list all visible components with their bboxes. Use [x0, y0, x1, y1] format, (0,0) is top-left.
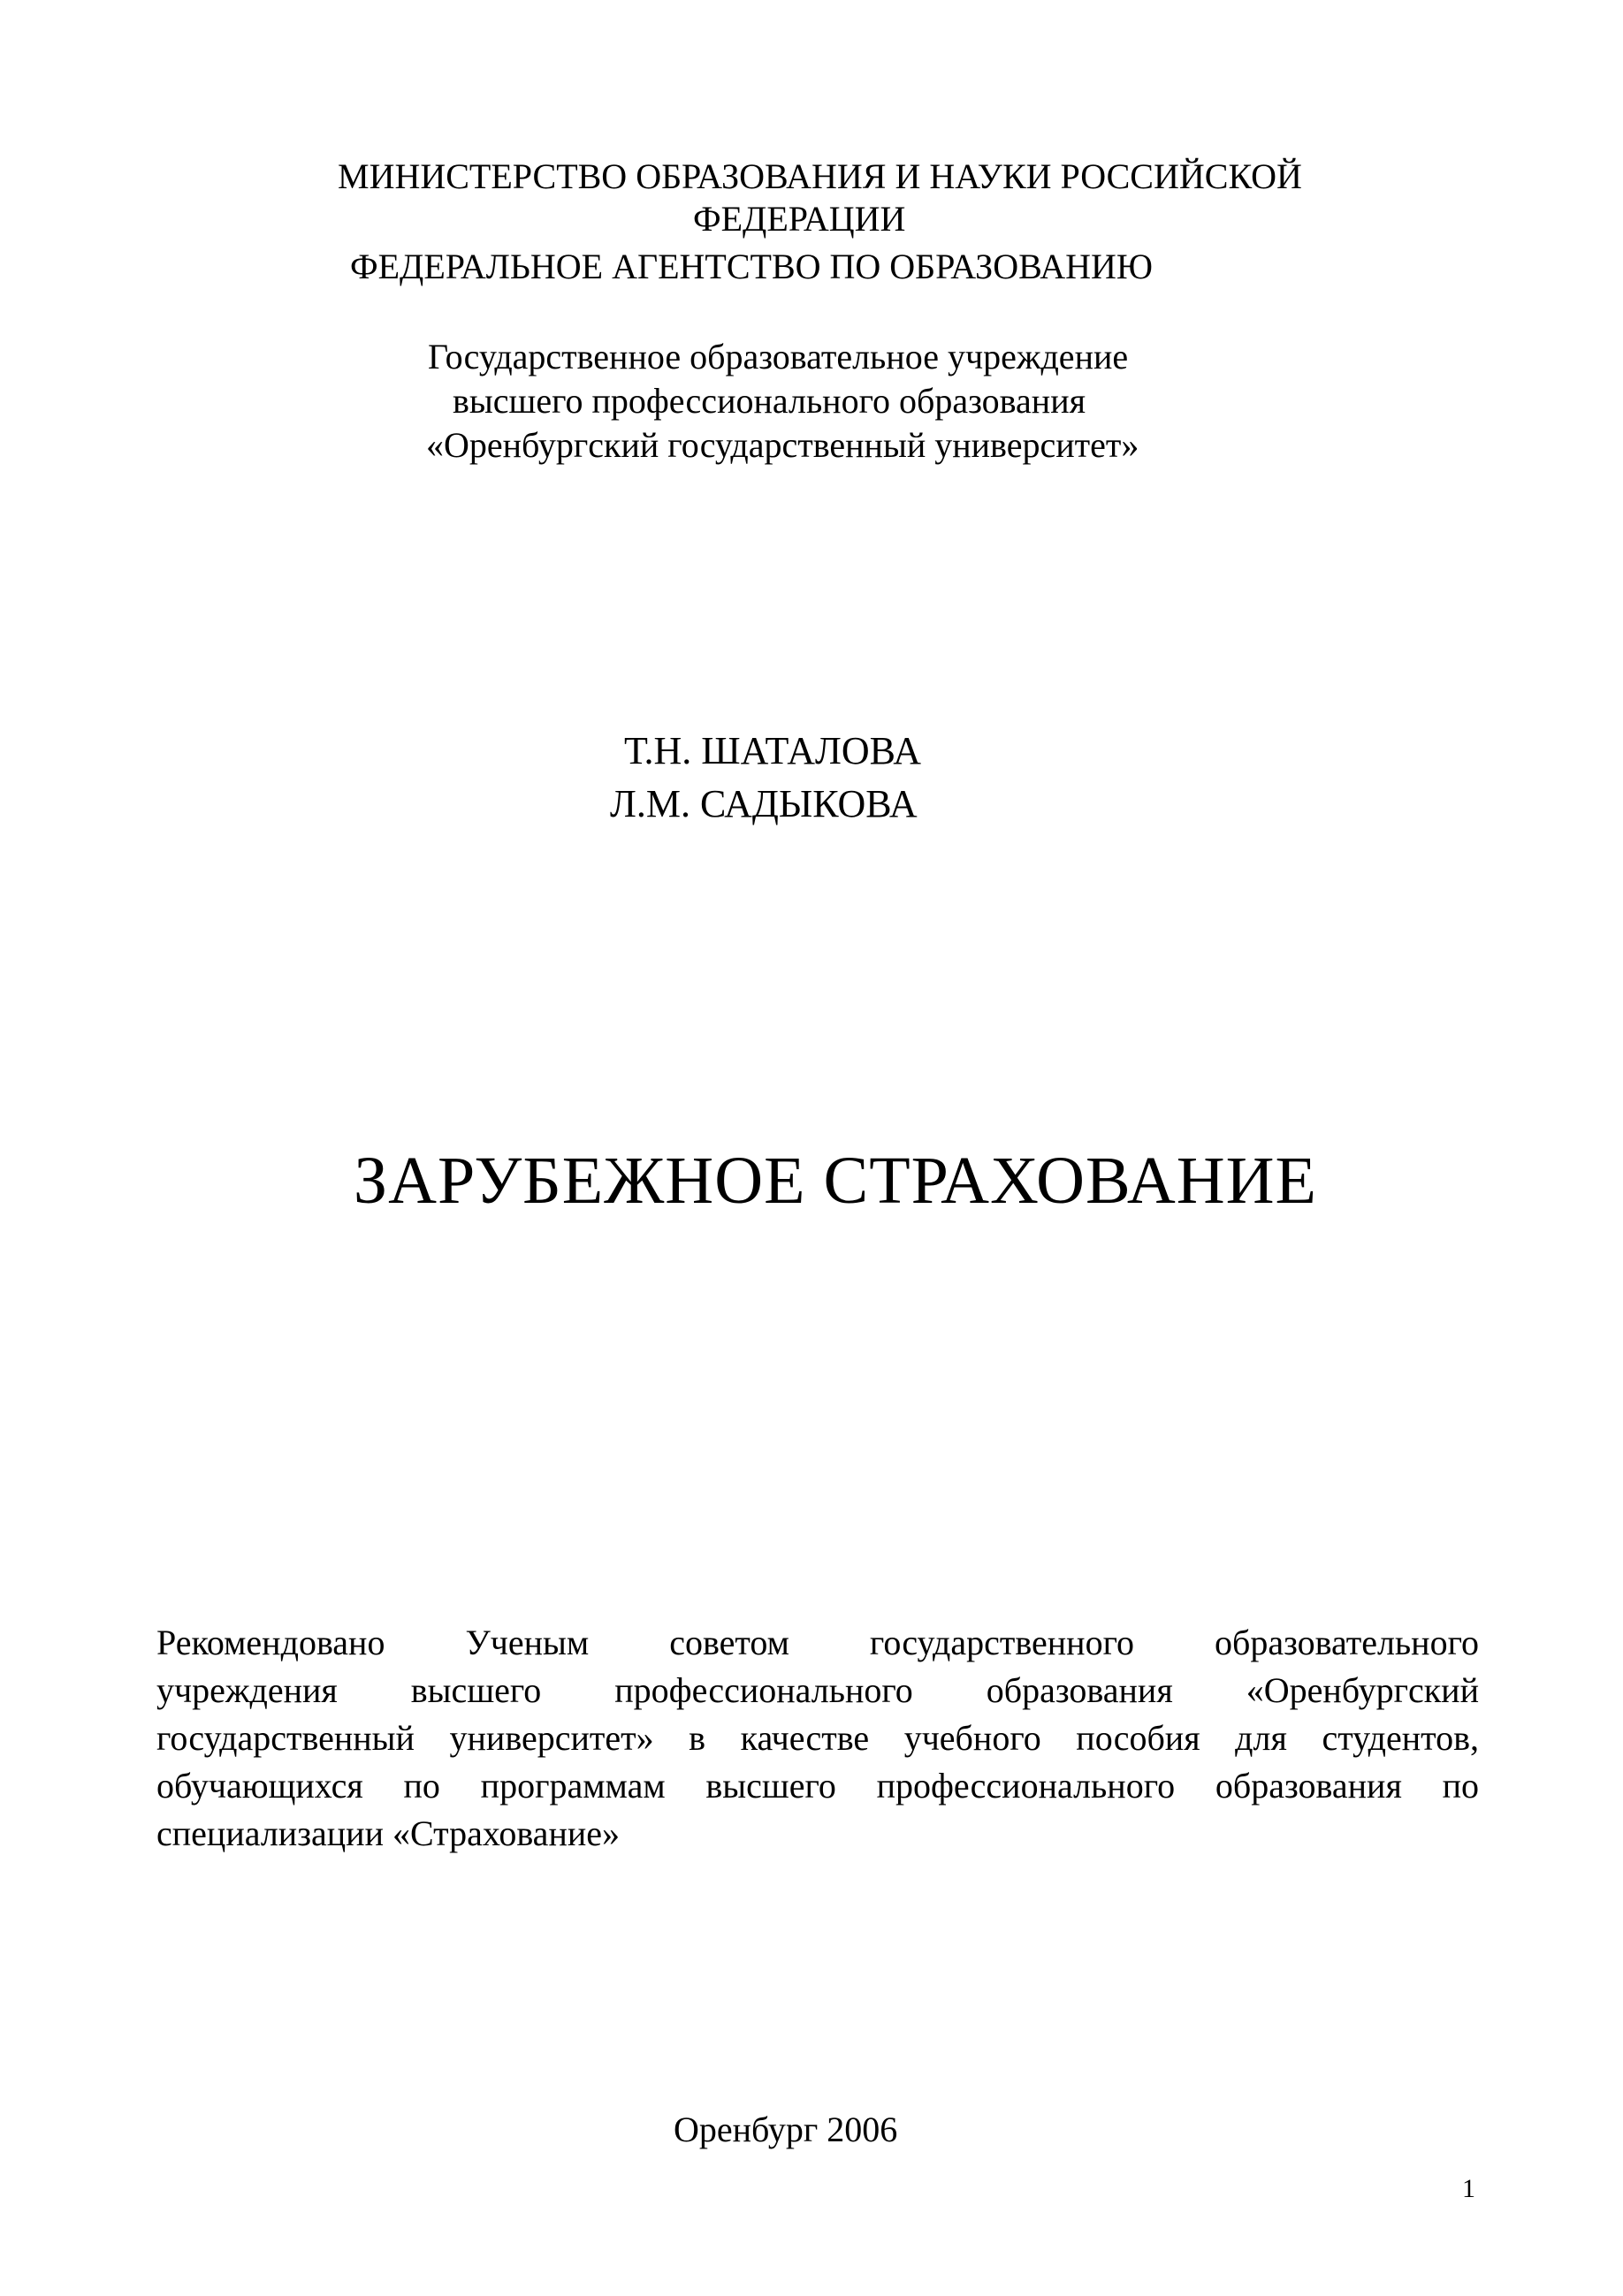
institution-line-2: высшего профессионального образования [453, 381, 1086, 421]
ministry-line-2: ФЕДЕРАЦИИ [693, 199, 906, 239]
institution-line-3: «Оренбургский государственный университет» [426, 425, 1139, 465]
recommendation-paragraph [156, 1619, 1479, 1858]
ministry-line-1: МИНИСТЕРСТВО ОБРАЗОВАНИЯ И НАУКИ РОССИЙСКОЙ [338, 156, 1302, 196]
recommendation-line: Рекомендовано Ученым советом государственного образовательного [156, 1623, 1479, 1662]
recommendation-line: учреждения высшего профессионального образования «Оренбургский [156, 1670, 1479, 1710]
author-1: Т.Н. ШАТАЛОВА [624, 729, 921, 772]
recommendation-line: государственный университет» в качестве учебного пособия для студентов, [156, 1718, 1479, 1758]
agency-line: ФЕДЕРАЛЬНОЕ АГЕНТСТВО ПО ОБРАЗОВАНИЮ [350, 247, 1154, 286]
city-year: Оренбург 2006 [674, 2110, 898, 2149]
recommendation-line: специализации «Страхование» [156, 1813, 621, 1853]
page-number: 1 [1462, 2174, 1475, 2203]
institution-line-1: Государственное образовательное учреждение [428, 337, 1129, 376]
recommendation-line: обучающихся по программам высшего профессионального образования по [156, 1766, 1479, 1806]
author-2: Л.М. САДЫКОВА [610, 782, 918, 825]
book-title: ЗАРУБЕЖНОЕ СТРАХОВАНИЕ [354, 1144, 1317, 1218]
